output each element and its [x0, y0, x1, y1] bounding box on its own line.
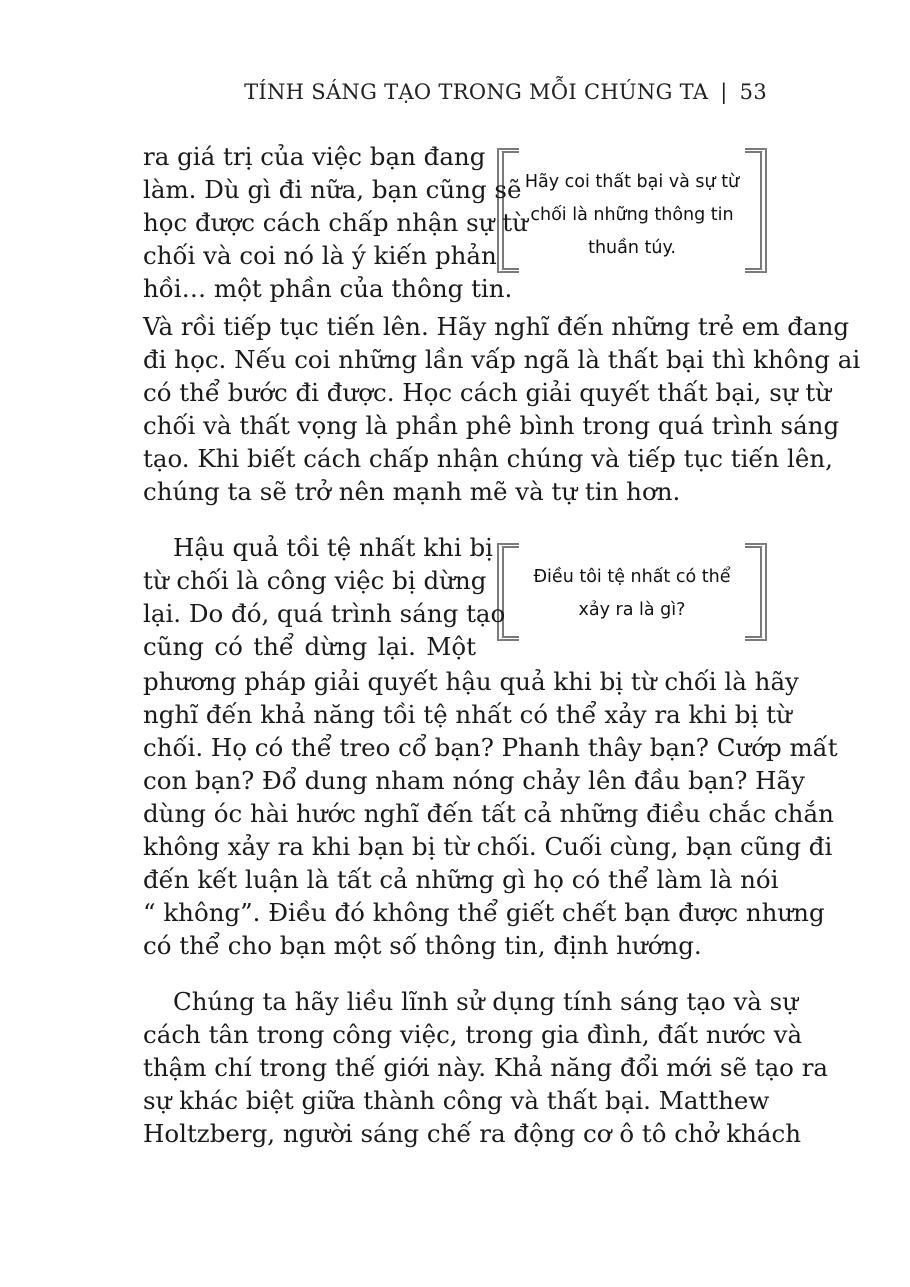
bracket-right — [745, 148, 767, 273]
body-line: Hậu quả tồi tệ nhất khi bị — [173, 533, 493, 562]
body-line: đến kết luận là tất cả những gì họ có thể làm là nói — [143, 865, 779, 894]
body-line: có thể bước đi được. Học cách giải quyết thất bại, sự từ — [143, 378, 832, 407]
body-line: chối và thất vọng là phần phê bình trong quá trình sáng — [143, 411, 840, 440]
body-line: “ không”. Điều đó không thể giết chết bạn được nhưng — [143, 898, 825, 927]
body-line: không xảy ra khi bạn bị từ chối. Cuối cùng, bạn cũng đi — [143, 832, 833, 861]
body-line: Và rồi tiếp tục tiến lên. Hãy nghĩ đến những trẻ em đang — [143, 312, 850, 341]
bracket-right — [745, 543, 767, 641]
pull-quote-2 — [497, 543, 767, 641]
pull-quote-line: Điều tôi tệ nhất có thể — [533, 567, 731, 587]
body-line: sự khác biệt giữa thành công và thất bại. Matthew — [143, 1086, 770, 1115]
body-line: phương pháp giải quyết hậu quả khi bị từ chối là hãy — [143, 667, 799, 696]
header-separator: | — [720, 80, 728, 104]
pull-quote-line: Hãy coi thất bại và sự từ — [524, 172, 740, 192]
body-line: tạo. Khi biết cách chấp nhận chúng và tiếp tục tiến lên, — [143, 444, 833, 473]
pull-quote-line: chối là những thông tin — [530, 205, 734, 225]
body-line: ra giá trị của việc bạn đang — [143, 142, 486, 171]
pull-quote-line: xảy ra là gì? — [578, 600, 686, 620]
running-header — [244, 80, 767, 104]
body-line: đi học. Nếu coi những lần vấp ngã là thất bại thì không ai — [143, 345, 861, 374]
body-line: cách tân trong công việc, trong gia đình, đất nước và — [143, 1020, 803, 1049]
body-line: chối. Họ có thể treo cổ bạn? Phanh thây bạn? Cướp mất — [143, 733, 838, 762]
body-line: học được cách chấp nhận sự từ — [143, 208, 528, 237]
body-line: làm. Dù gì đi nữa, bạn cũng sẽ — [143, 175, 522, 204]
body-line: có thể cho bạn một số thông tin, định hướng. — [143, 931, 702, 960]
body-line: chúng ta sẽ trở nên mạnh mẽ và tự tin hơn. — [143, 477, 681, 506]
pull-quote-1 — [497, 148, 767, 273]
body-line: từ chối là công việc bị dừng — [143, 566, 487, 595]
body-line: Holtzberg, người sáng chế ra động cơ ô tô chở khách — [143, 1119, 802, 1148]
body-line: con bạn? Đổ dung nham nóng chảy lên đầu bạn? Hãy — [143, 766, 805, 795]
pull-quote-line: thuần túy. — [588, 238, 676, 258]
body-line: chối và coi nó là ý kiến phản — [143, 241, 497, 270]
body-line: thậm chí trong thế giới này. Khả năng đổi mới sẽ tạo ra — [143, 1053, 829, 1082]
page-number: 53 — [739, 80, 767, 104]
body-line: dùng óc hài hước nghĩ đến tất cả những điều chắc chắn — [143, 799, 834, 828]
body-line: nghĩ đến khả năng tồi tệ nhất có thể xảy ra khi bị từ — [143, 700, 792, 729]
body-line: Chúng ta hãy liều lĩnh sử dụng tính sáng tạo và sự — [173, 987, 799, 1016]
body-line: cũng có thể dừng lại. Một — [143, 632, 476, 661]
body-line: lại. Do đó, quá trình sáng tạo — [143, 599, 506, 628]
body-line: hồi… một phần của thông tin. — [143, 274, 513, 303]
chapter-title: TÍNH SÁNG TẠO TRONG MỖI CHÚNG TA — [244, 80, 709, 104]
